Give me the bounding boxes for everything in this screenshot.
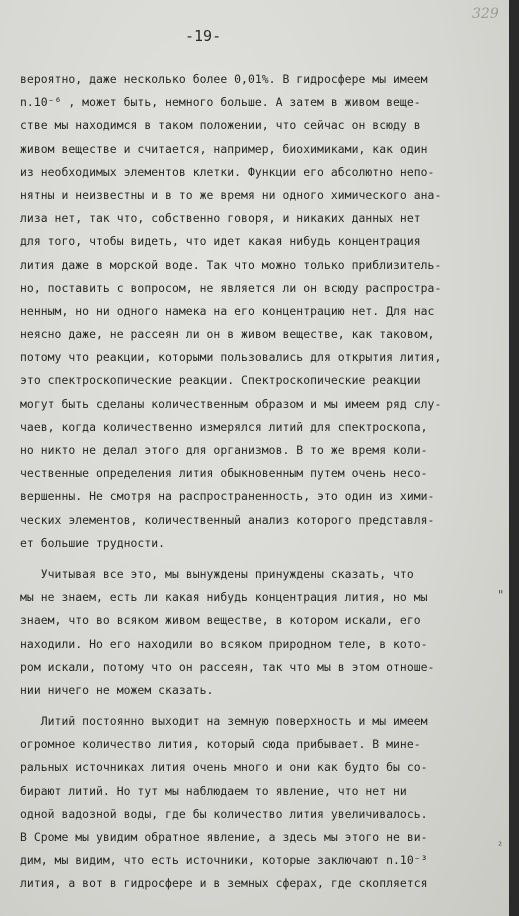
text-line: находили. Но его находили во всяком природном теле, в кото- bbox=[20, 636, 428, 651]
margin-mark-exponent: ² bbox=[497, 841, 504, 852]
text-line: живом веществе и считается, например, биохимиками, как один bbox=[20, 141, 428, 156]
text-line: лиза нет, так что, собственно говоря, и никаких данных нет bbox=[20, 211, 421, 226]
text-line: лития, а вот в гидросфере и в земных сферах, где скопляется bbox=[20, 876, 428, 891]
text-line: могут быть сделаны количественным образом и мы имеем ряд слу- bbox=[20, 396, 442, 411]
margin-mark: " bbox=[497, 588, 505, 602]
text-line: n.10⁻⁶ , может быть, немного больше. А затем в живом веще- bbox=[20, 95, 421, 110]
text-line: ром искали, потому что он рассеян, так что мы в этом отноше- bbox=[20, 659, 435, 674]
text-line: ет большие трудности. bbox=[20, 535, 166, 550]
text-line: чаев, когда количественно измерялся литий для спектроскопа, bbox=[20, 419, 428, 434]
paragraph-2 bbox=[20, 563, 509, 702]
text-line: из необходимых элементов клетки. Функции его абсолютно непо- bbox=[20, 164, 435, 179]
text-line: ненным, но ни одного намека на его концентрацию нет. Для нас bbox=[20, 303, 435, 318]
scan-edge bbox=[509, 0, 519, 916]
text-line: нятны и неизвестны и в то же время ни одного химического ана- bbox=[20, 187, 442, 202]
text-line: потому что реакции, которыми пользовались для открытия лития, bbox=[20, 350, 442, 365]
text-line: вероятно, даже несколько более 0,01%. В гидросфере мы имеем bbox=[20, 72, 428, 86]
text-line: одной вадозной воды, где бы количество лития увеличивалось. bbox=[20, 806, 428, 821]
text-line: В Сроме мы увидим обратное явление, а здесь мы этого не ви- bbox=[20, 830, 428, 844]
text-line: ческих элементов, количественный анализ которого представля- bbox=[20, 512, 435, 527]
text-line: дим, мы видим, что есть источники, которые заключают n.10⁻³ bbox=[20, 853, 428, 868]
paragraph-3 bbox=[20, 710, 509, 896]
archive-number: 329 bbox=[472, 6, 499, 22]
text-line: огромное количество лития, который сюда прибывает. В мине- bbox=[20, 737, 421, 752]
text-line: чественные определения лития обыкновенным путем очень несо- bbox=[20, 466, 428, 481]
text-line: бирают литий. Но тут мы наблюдаем то явление, что нет ни bbox=[20, 783, 407, 798]
text-line: но, поставить с вопросом, не является ли он всюду распростра- bbox=[20, 280, 442, 295]
text-line: лития даже в морской воде. Так что можно только приблизитель- bbox=[20, 257, 442, 272]
text-line: для того, чтобы видеть, что идет какая нибудь концентрация bbox=[20, 234, 421, 249]
paragraph-1 bbox=[20, 68, 509, 555]
text-line: Учитывая все это, мы вынуждены принуждены сказать, что bbox=[20, 566, 414, 581]
text-line: вершенны. Не смотря на распространенность, это один из хими- bbox=[20, 489, 435, 504]
text-line: это спектроскопические реакции. Спектроскопические реакции bbox=[20, 373, 421, 388]
page-number: -19- bbox=[185, 27, 222, 45]
body-text bbox=[20, 68, 509, 896]
text-line: но никто не делал этого для организмов. В то же время коли- bbox=[20, 443, 428, 457]
text-line: неясно даже, не рассеян ли он в живом веществе, как таковом, bbox=[20, 327, 435, 342]
text-line: ральных источниках лития очень много и они как будто бы со- bbox=[20, 760, 428, 775]
text-line: знаем, что во всяком живом веществе, в котором искали, его bbox=[20, 613, 421, 628]
text-line: мы не знаем, есть ли какая нибудь концентрация лития, но мы bbox=[20, 590, 428, 605]
text-line: Литий постоянно выходит на земную поверхность и мы имеем bbox=[20, 714, 428, 729]
text-line: стве мы находимся в таком положении, что сейчас он всюду в bbox=[20, 118, 421, 133]
text-line: нии ничего не можем сказать. bbox=[20, 682, 214, 697]
